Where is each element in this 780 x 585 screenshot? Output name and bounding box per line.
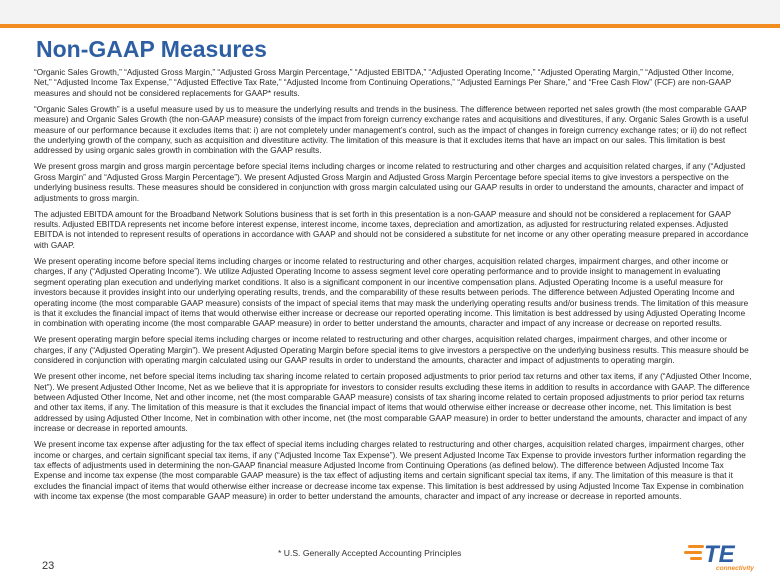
body-text: [34, 68, 752, 508]
paragraph-adjusted-operating-margin: We present operating margin before special items including charges or income related to restructuring and other charges, acquisition related charges, impairment charges, and other income or charges, if any (“Adjusted Operating Margin”). We present Adjusted Operating Margin before special items to give investors a perspective on the underlying business results. This measure should be considered in conjunction with operating margin calculated using our GAAP results in order to understand the amounts, character and impact of adjustments to operating margin.: [34, 335, 749, 366]
top-header-bar: [0, 0, 780, 28]
paragraph-adjusted-gross-margin: We present gross margin and gross margin percentage before special items including charges or income related to restructuring and other charges and acquisition related charges, if any (“Adjusted Gross Margin” and “Adjusted Gross Margin Percentage”). We present Adjusted Gross Margin and Adjusted Gross Margin Percentage before special items to give investors a perspective on the underlying business results. These measures should be considered in conjunction with gross margin calculated using our GAAP results in order to understand the amounts, character and impact of adjustments to gross margin.: [34, 162, 746, 203]
svg-text:TE: TE: [704, 541, 735, 566]
orange-accent-line: [0, 24, 780, 28]
page-title: Non-GAAP Measures: [36, 36, 267, 62]
te-connectivity-logo: [684, 540, 764, 576]
paragraph-adjusted-operating-income: We present operating income before special items including charges or income related to restructuring and other charges, acquisition related charges, impairment charges, and other income or charges, if any (“Adjusted Operating Income”). We utilize Adjusted Operating Income to assess segment level core operating performance and to provide insight to management in evaluating segment operating plan execution and underlying market conditions. It also is a significant component in our incentive compensation plans. Adjusted Operating Income is a useful measure for investors because it provides insight into our underlying operating results, trends, and the comparability of these results between periods. The difference between Adjusted Operating Income and operating income (the most comparable GAAP measure) consists of the impact of special items that may mask the underlying operating results and/or business trends. The limitation of this measure is that it excludes the financial impact of items that would otherwise either increase or decrease our reported operating income. This limitation is best addressed by using Adjusted Operating Income in combination with operating income (the most comparable GAAP measure) in order to better understand the amounts, character and impact of any increase or decrease on reported results.: [34, 256, 749, 329]
header-band: [0, 0, 780, 24]
logo-tagline: connectivity: [716, 565, 754, 572]
paragraph-intro: “Organic Sales Growth,” “Adjusted Gross Margin,” “Adjusted Gross Margin Percentage,” “Adjusted EBITDA,” “Adjusted Operating Income,” “Adjusted Operating Margin,” “Adjusted Other Income, Net,” “Adjusted Income Tax Expense,” “Adjusted Effective Tax Rate,” “Adjusted Income from Continuing Operations,” “Adjusted Earnings Per Share,” and “Free Cash Flow” (FCF) are non-GAAP measures and should not be considered replacements for GAAP* results.: [34, 68, 734, 98]
paragraph-adjusted-ebitda: The adjusted EBITDA amount for the Broadband Network Solutions business that is set forth in this presentation is a non-GAAP measure and should not be considered a replacement for GAAP results. Adjusted EBITDA represents net income before interest expense, interest income, income taxes, depreciation and amortization, as adjusted for restructuring related expenses. Adjusted EBITDA is not intended to represent results of operations in accordance with GAAP and should not be considered a substitute for net income or any other operating measure prepared in accordance with GAAP.: [34, 209, 749, 250]
paragraph-organic-sales-growth: “Organic Sales Growth” is a useful measure used by us to measure the underlying results and trends in the business. The difference between reported net sales growth (the most comparable GAAP measure) and Organic Sales Growth (the non-GAAP measure) consists of the impact from foreign currency exchange rates and acquisitions and divestitures, if any. Organic Sales Growth is a useful measure of our performance because it excludes items that: i) are not completely under management’s control, such as the impact of changes in foreign currency exchange rates; or ii) do not reflect the underlying growth of the company, such as acquisition and divestiture activity. The limitation of this measure is that it excludes items that have an impact on our sales. This limitation is best addressed by using organic sales growth in combination with the GAAP results.: [34, 104, 749, 156]
te-logo-mark-icon: [684, 540, 764, 566]
footnote: * U.S. Generally Accepted Accounting Principles: [278, 548, 462, 558]
page-number: 23: [42, 560, 55, 572]
paragraph-adjusted-other-income: We present other income, net before special items including tax sharing income related to certain proposed adjustments to prior period tax returns and other tax items, if any (“Adjusted Other Income, Net”). We present Adjusted Other Income, Net as we believe that it is appropriate for investors to consider results excluding these items in addition to results in accordance with GAAP. The difference between Adjusted Other Income, Net and other income, net (the most comparable GAAP measure) consists of tax sharing income related to certain proposed adjustments to prior period tax returns and other tax items, if any. The limitation of this measure is that it excludes the financial impact of items that would otherwise either increase or decrease other income, net. This limitation is best addressed by using Adjusted Other Income, Net in combination with other income, net (the most comparable GAAP measure) in order to better understand the amounts, character and impact of any increase or decrease in reported amounts.: [34, 372, 752, 434]
paragraph-adjusted-income-tax-expense: We present income tax expense after adjusting for the tax effect of special items including charges related to restructuring and other charges, acquisition related charges, impairment charges, other income or charges, and certain significant special tax items, if any (“Adjusted Income Tax Expense”). We present Adjusted Income Tax Expense to provide investors further information regarding the tax effects of adjustments used in determining the non-GAAP financial measure Adjusted Income from Continuing Operations (as defined below). The difference between Adjusted Income Tax Expense and income tax expense (the most comparable GAAP measure) is the tax effect of adjusting items and certain significant special tax items, if any. The limitation of this measure is that it excludes the financial impact of items that would otherwise either increase or decrease income tax expense. This limitation is best addressed by using Adjusted Income Tax Expense in combination with income tax expense (the most comparable GAAP measure) in order to better understand the amounts, character and impact of any increase or decrease in reported amounts.: [34, 440, 746, 502]
